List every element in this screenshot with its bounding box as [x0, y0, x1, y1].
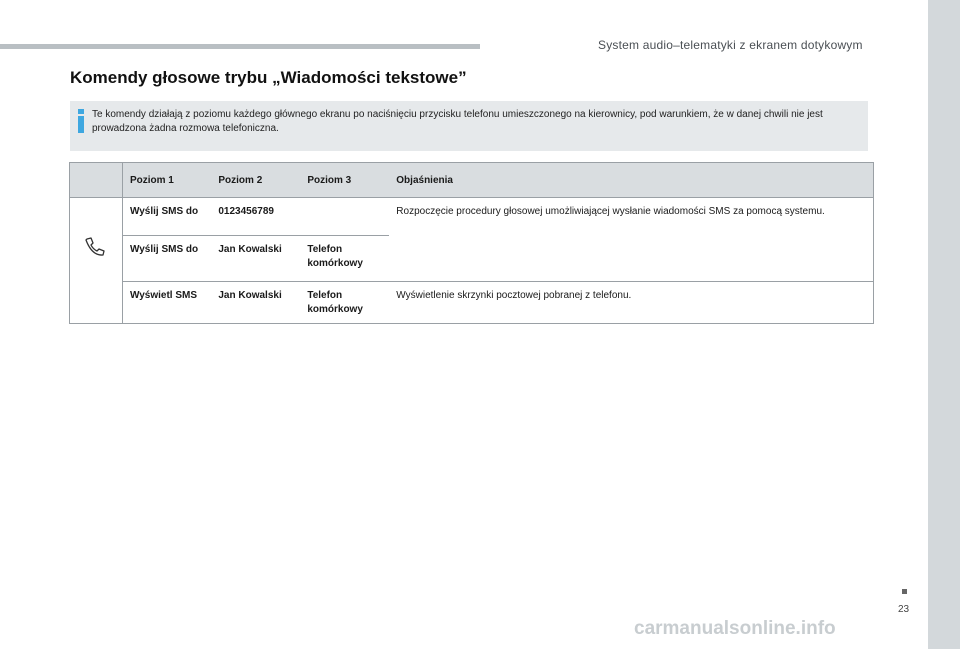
cell-level2: Jan Kowalski: [211, 282, 300, 324]
cell-level2: 0123456789: [211, 198, 300, 236]
top-rule: [0, 44, 480, 49]
cell-level3: Telefon komórkowy: [300, 282, 389, 324]
header-icon-col: [70, 163, 123, 198]
cell-explanation: Rozpoczęcie procedury głosowej umożliwiającej wysłanie wiadomości SMS za pomocą systemu.: [389, 198, 873, 282]
watermark: carmanualsonline.info: [634, 618, 836, 639]
info-box: [70, 101, 868, 151]
cell-level1: Wyślij SMS do: [122, 198, 211, 236]
cell-explanation: Wyświetlenie skrzynki pocztowej pobranej z telefonu.: [389, 282, 873, 324]
header-level2: Poziom 2: [211, 163, 300, 198]
table-row: [70, 282, 874, 324]
table-header-row: [70, 163, 874, 198]
header-level1: Poziom 1: [122, 163, 211, 198]
phone-icon: [84, 236, 106, 258]
icon-cell: [70, 198, 123, 324]
header-explanation: Objaśnienia: [389, 163, 873, 198]
page-number: 23: [898, 604, 910, 615]
cell-level1: Wyświetl SMS: [122, 282, 211, 324]
section-title: System audio–telematyki z ekranem dotykowym: [598, 38, 863, 52]
cell-level1: Wyślij SMS do: [122, 236, 211, 282]
cell-level2: Jan Kowalski: [211, 236, 300, 282]
header-level3: Poziom 3: [300, 163, 389, 198]
commands-table: [69, 162, 874, 324]
cell-level3: Telefon komórkowy: [300, 236, 389, 282]
side-marker: [902, 589, 907, 594]
page-title: Komendy głosowe trybu „Wiadomości tekstowe”: [70, 68, 467, 87]
side-bar: [928, 0, 960, 649]
info-text: Te komendy działają z poziomu każdego głównego ekranu po naciśnięciu przycisku telefonu umieszczonego na kierownicy, pod warunkiem, że w danej chwili nie jest prowadzona żadna rozmowa telefoniczna.: [92, 109, 823, 134]
table-row: [70, 198, 874, 236]
info-icon: [78, 109, 84, 133]
cell-level3: [300, 198, 389, 236]
